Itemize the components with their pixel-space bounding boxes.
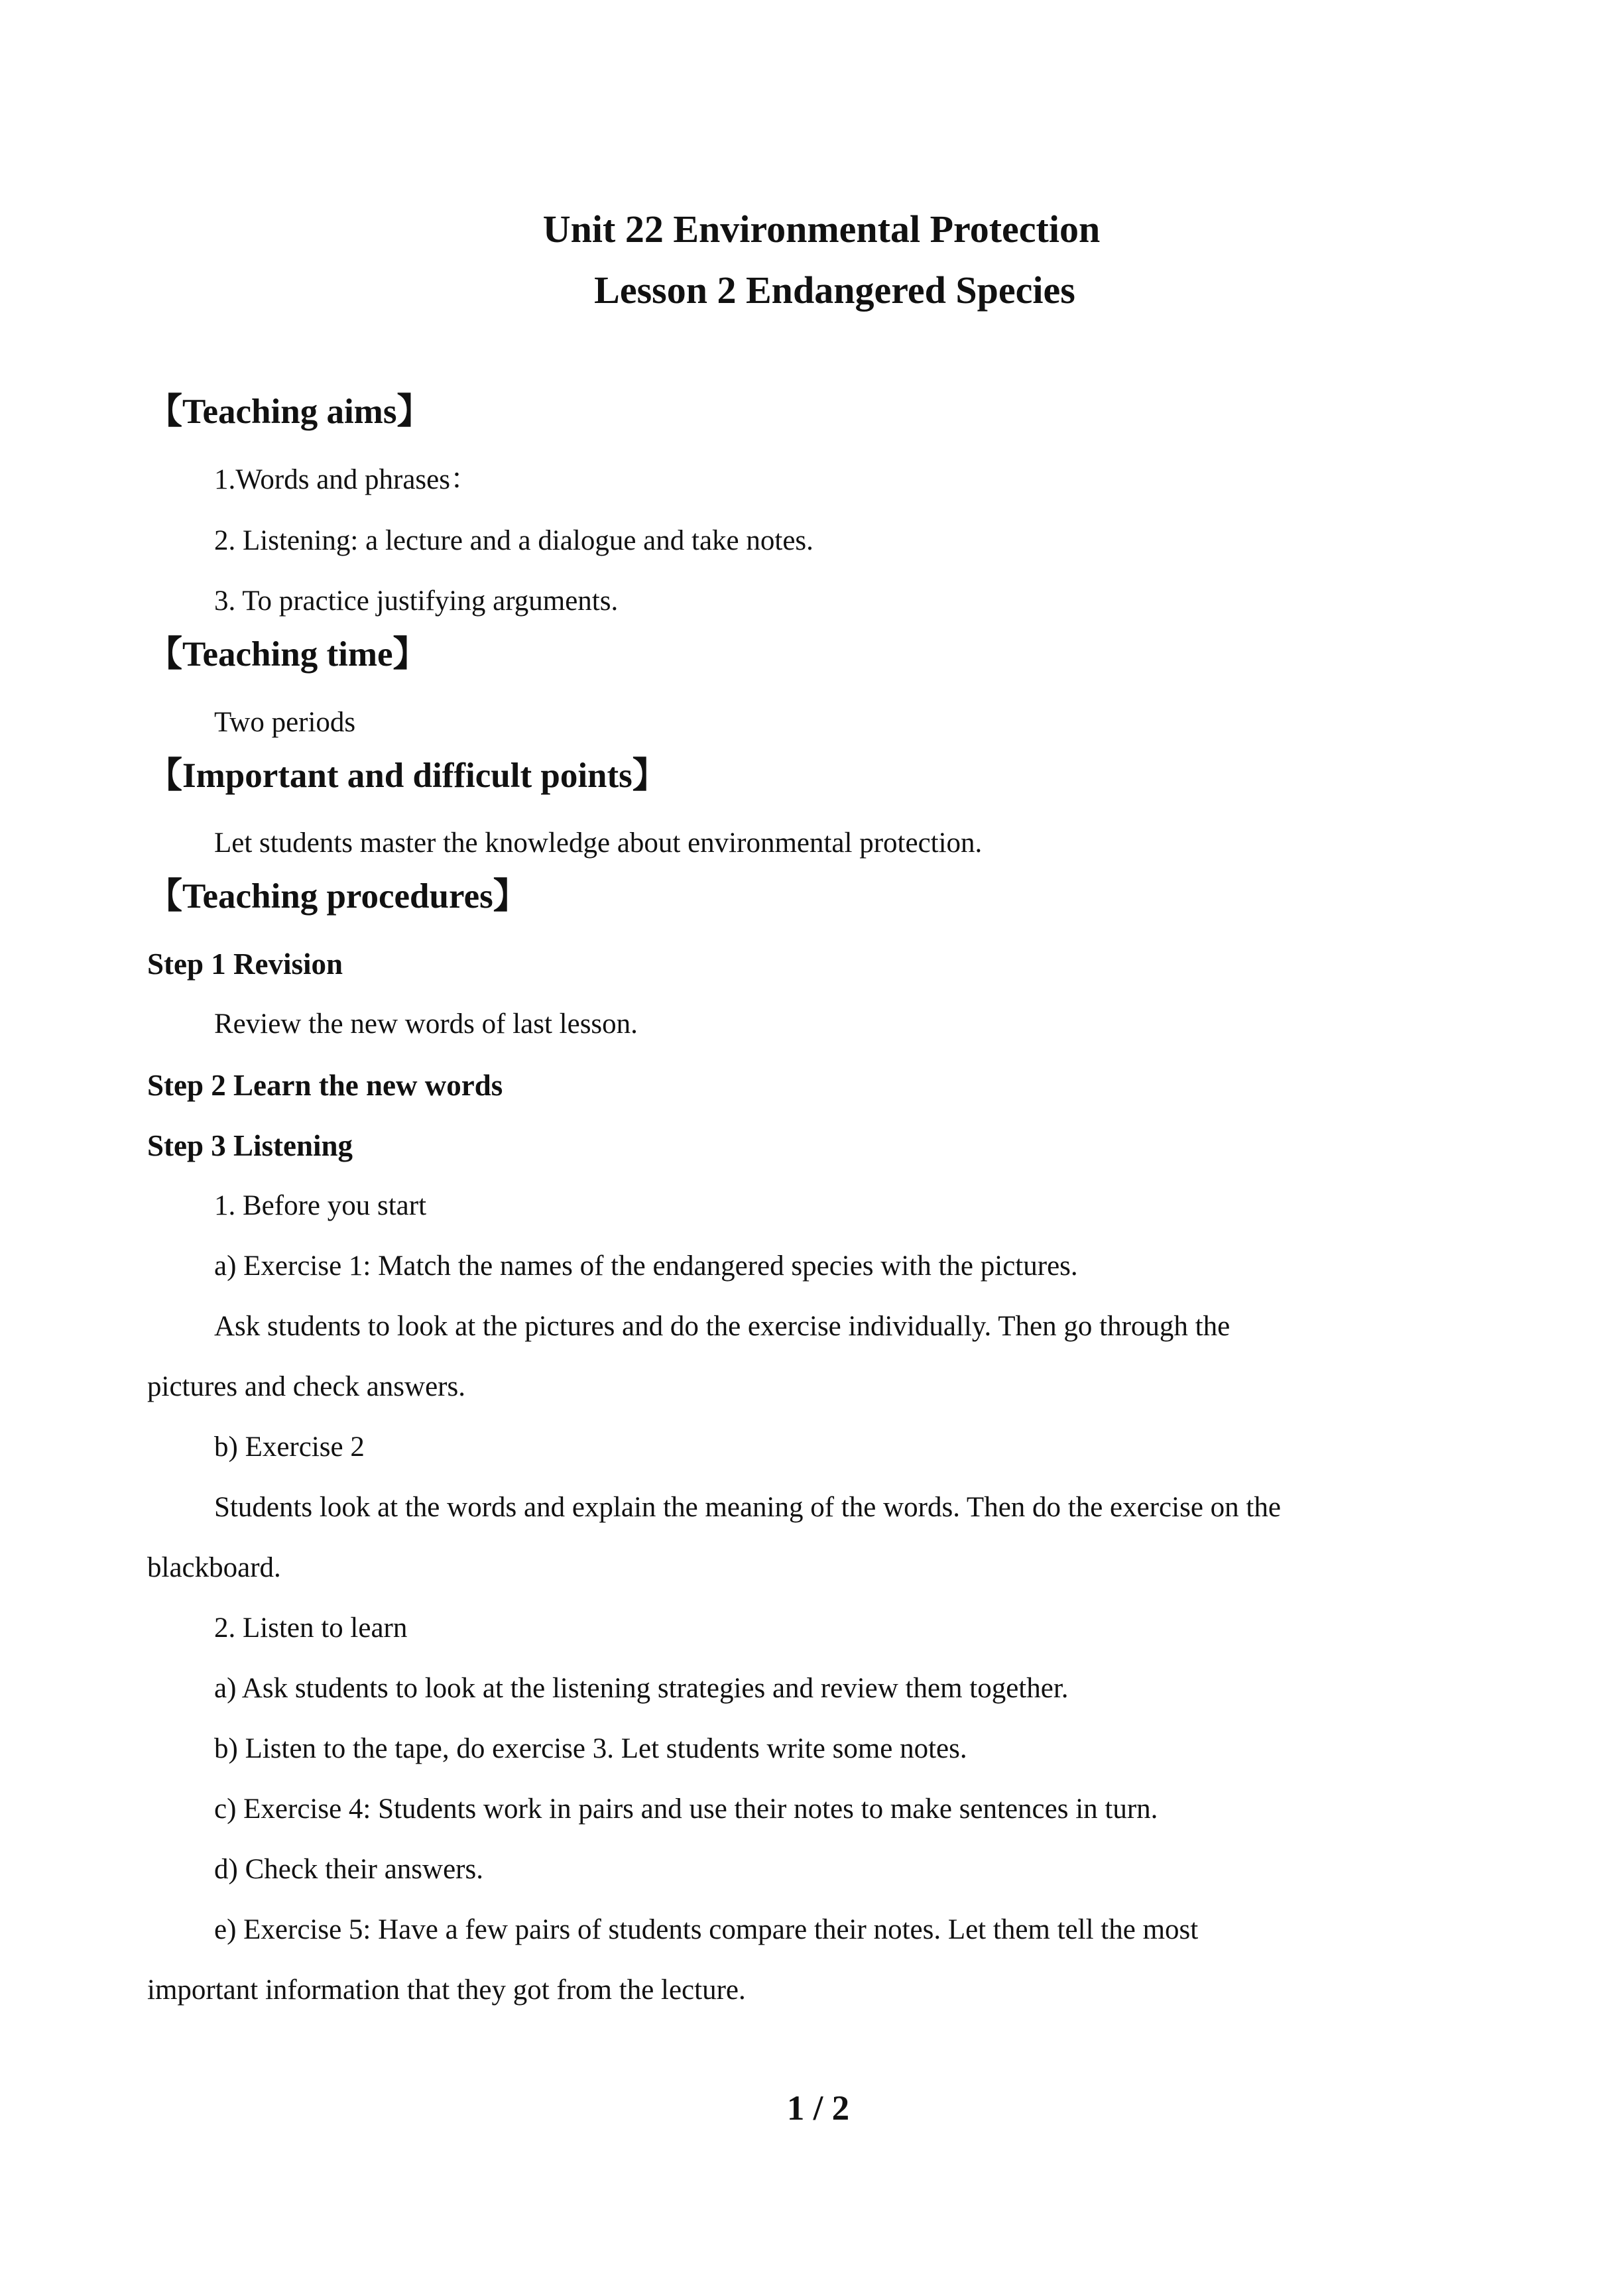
step-1-text: Review the new words of last lesson. [214,1008,638,1040]
step-1-title: Step 1 Revision [147,947,343,981]
important-points-text: Let students master the knowledge about environmental protection. [214,827,983,859]
teaching-aims-heading: 【Teaching aims】 [147,393,432,431]
aims-item-3: 3. To practice justifying arguments. [214,585,619,617]
step-3-exercise-1-desc-line-1: Ask students to look at the pictures and do the exercise individually. Then go through the [214,1311,1231,1342]
page-number: 1 / 2 [786,2089,850,2128]
step-3-before-start: 1. Before you start [214,1190,427,1221]
teaching-time-heading: 【Teaching time】 [147,635,428,674]
step-3-title: Step 3 Listening [147,1129,353,1162]
step-3-exercise-1-desc-line-2: pictures and check answers. [147,1371,465,1402]
document-subtitle: Lesson 2 Endangered Species [594,269,1075,312]
teaching-time-text: Two periods [214,707,356,738]
teaching-procedures-heading: 【Teaching procedures】 [147,877,528,916]
step-3-exercise-2-desc-line-2: blackboard. [147,1552,281,1583]
step-3-exercise-2: b) Exercise 2 [214,1431,365,1463]
step-3-item-c: c) Exercise 4: Students work in pairs and use their notes to make sentences in turn. [214,1793,1158,1825]
step-3-listen-to-learn: 2. Listen to learn [214,1612,408,1644]
step-3-item-e-line-2: important information that they got from the lecture. [147,1974,746,2006]
step-2-title: Step 2 Learn the new words [147,1069,503,1102]
step-3-item-d: d) Check their answers. [214,1854,483,1885]
step-3-item-e-line-1: e) Exercise 5: Have a few pairs of students compare their notes. Let them tell the most [214,1914,1199,1945]
step-3-exercise-1: a) Exercise 1: Match the names of the endangered species with the pictures. [214,1250,1078,1282]
step-3-item-b: b) Listen to the tape, do exercise 3. Let students write some notes. [214,1733,967,1764]
aims-item-1: 1.Words and phrases： [214,464,479,495]
step-3-exercise-2-desc-line-1: Students look at the words and explain the meaning of the words. Then do the exercise on the [214,1492,1281,1523]
document-title: Unit 22 Environmental Protection [542,208,1101,251]
step-3-item-a: a) Ask students to look at the listening strategies and review them together. [214,1673,1069,1704]
important-points-heading: 【Important and difficult points】 [147,756,668,795]
aims-item-2: 2. Listening: a lecture and a dialogue and take notes. [214,525,813,556]
